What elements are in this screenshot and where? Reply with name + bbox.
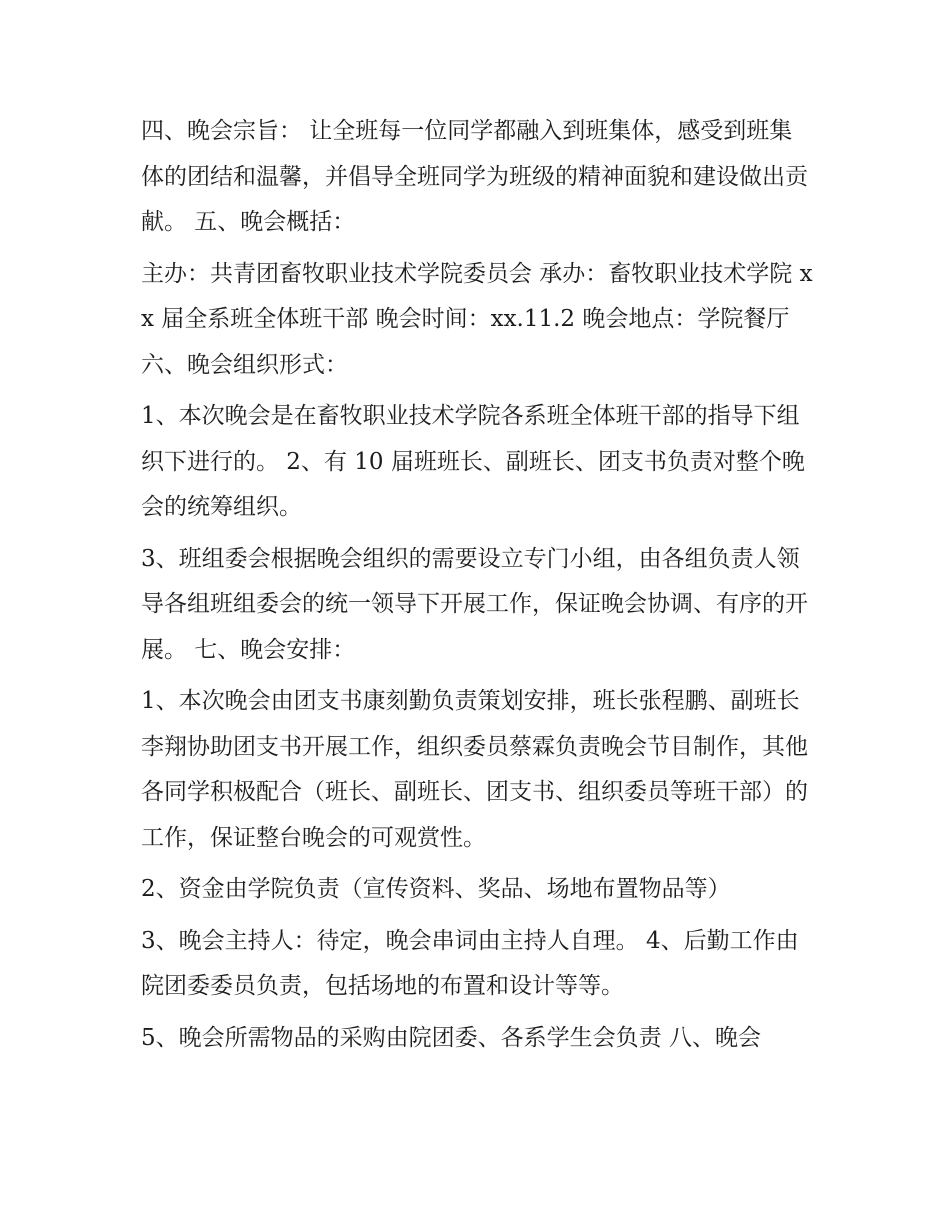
paragraph-organizers: 主办：共青团畜牧职业技术学院委员会 承办：畜牧职业技术学院 xx 届全系班全体班干部 晚会时间：xx.11.2 晚会地点：学院餐厅 六、晚会组织形式： [141,260,813,378]
paragraph-arrangement-2: 2、资金由学院负责（宣传资料、奖品、场地布置物品等） [141,876,731,902]
paragraph-arrangement-5: 5、晚会所需物品的采购由院团委、各系学生会负责 八、晚会 [141,1024,761,1051]
paragraph-arrangement-3-4: 3、晚会主持人：待定，晚会串词由主持人自理。 4、后勤工作由院团委委员负责，包括场地的布置和设计等等。 [141,927,799,999]
document-body [141,109,813,1067]
paragraph-purpose: 四、晚会宗旨： 让全班每一位同学都融入到班集体，感受到班集体的团结和温馨，并倡导全班同学为班级的精神面貌和建设做出贡献。 五、晚会概括： [141,118,808,235]
paragraph-organization-1-2: 1、本次晚会是在畜牧职业技术学院各系班全体班干部的指导下组织下进行的。 2、有 10 届班班长、副班长、团支书负责对整个晚会的统筹组织。 [141,403,805,520]
paragraph-arrangement-1: 1、本次晚会由团支书康刻勤负责策划安排，班长张程鹏、副班长李翔协助团支书开展工作，组织委员蔡霖负责晚会节目制作，其他各同学积极配合（班长、副班长、团支书、组织委员等班干部）的工作，保证整台晚会的可观赏性。 [141,688,808,851]
paragraph-organization-3: 3、班组委会根据晚会组织的需要设立专门小组，由各组负责人领导各组班组委会的统一领导下开展工作，保证晚会协调、有序的开展。 七、晚会安排： [141,545,808,663]
